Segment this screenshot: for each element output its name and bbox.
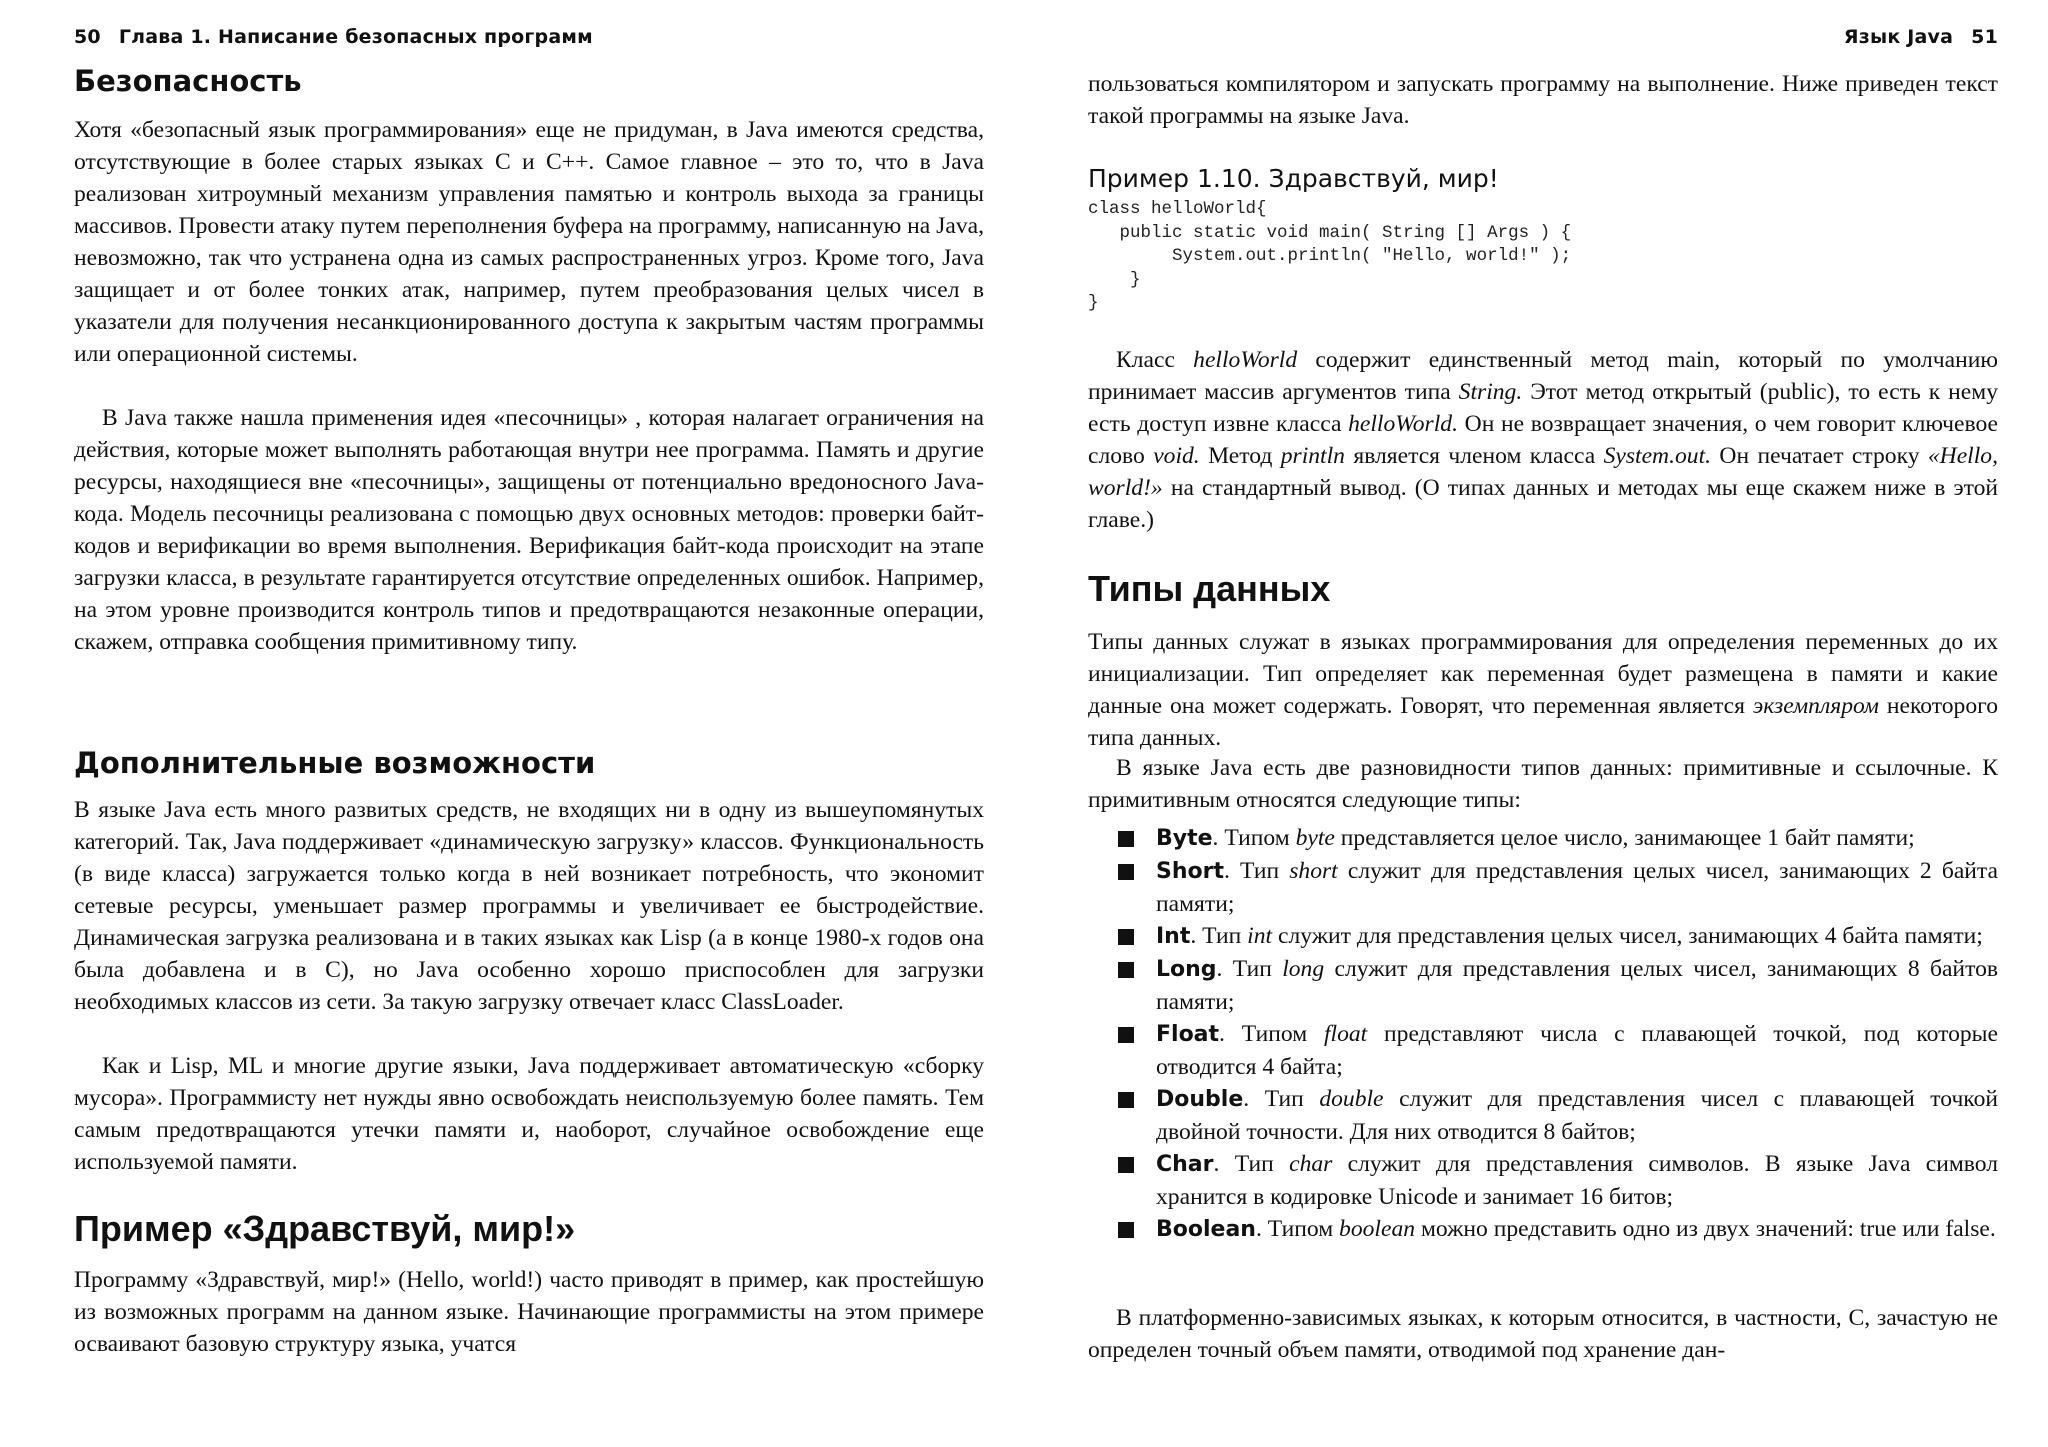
italic-run: boolean <box>1339 1216 1416 1242</box>
type-name: Float <box>1156 1022 1220 1047</box>
extra-paragraph-1: В языке Java есть много развитых средств, не входящих ни в одну из вышеупомянутых категорий. Так, Java поддерживает «динамическую загрузку» классов. Функциональность (в виде класса) загружается только когда в ней возникает потребность, что экономит сетевые ресурсы, уменьшает размер программы и увеличивает ее быстродействие. Динамическая загрузка реализована и в таких языках как Lisp (а в конце 1980-х годов она была добавлена и в C), но Java особенно хорошо приспособлен для загрузки необходимых классов из сети. За такую загрузку отвечает класс ClassLoader. <box>74 797 984 1015</box>
text-run: можно представить одно из двух значений: true или false. <box>1415 1216 1996 1242</box>
text-run: Типы данных служат в языках программирования для определения переменных до их инициализации. Тип определяет как переменная будет размещена в памяти и какие данные она может содержать. Говорят, что переменная является <box>1088 629 1998 719</box>
text-run: служит для представления целых чисел, занимающих 8 байтов памяти; <box>1156 956 1998 1015</box>
text-run: служит для представления символов. В языке Java символ хранится в кодировке Unicode и занимает 16 битов; <box>1156 1151 1999 1210</box>
text-run: . Тип <box>1216 956 1283 982</box>
text-run: на стандартный вывод. (О типах данных и методах мы еще скажем ниже в этой главе.) <box>1088 475 1998 533</box>
chapter-title: Глава 1. Написание безопасных программ <box>118 26 593 48</box>
italic-run: byte <box>1295 825 1335 851</box>
bullet-square-icon <box>1118 962 1134 978</box>
class-paragraph <box>1088 344 1998 536</box>
list-item <box>1118 1213 1998 1246</box>
list-item <box>1118 953 1998 1018</box>
bullet-square-icon <box>1118 929 1134 945</box>
extra-features-heading: Дополнительные возможности <box>74 746 596 780</box>
hello-paragraph-1: Программу «Здравствуй, мир!» (Hello, world!) часто приводят в пример, как простейшую из возможных программ на данном языке. Начинающие программисты на этом примере осваивают базовую структуру языка, учатся <box>74 1267 984 1357</box>
continued-paragraph: пользоваться компилятором и запускать программу на выполнение. Ниже приведен текст такой программы на языке Java. <box>1088 71 1998 129</box>
security-paragraph-2: В Java также нашла применения идея «песочницы» , которая налагает ограничения на действия, которые может выполнять работающая внутри нее программа. Память и другие ресурсы, находящиеся вне «песочницы», защищены от потенциально вредоносного Java-кода. Модель песочницы реализована с помощью двух основных методов: проверки байт-кодов и верификации во время выполнения. Верификация байт-кода происходит на этапе загрузки класса, в результате гарантируется отсутствие определенных ошибок. Например, на этом уровне производится контроль типов и предотвращаются незаконные операции, скажем, отправка сообщения примитивному типу. <box>74 405 984 655</box>
bullet-square-icon <box>1118 1222 1134 1238</box>
text-run: . Тип <box>1190 923 1248 949</box>
italic-run: short <box>1289 858 1338 884</box>
example-caption <box>1088 164 1499 193</box>
types-paragraph-1 <box>1088 626 1998 754</box>
type-name: Int <box>1156 924 1191 949</box>
italic-run: println <box>1280 443 1345 469</box>
text-run: . Тип <box>1224 858 1290 884</box>
list-item <box>1118 1148 1998 1213</box>
example-label: Пример 1.10. <box>1088 164 1261 193</box>
italic-run: double <box>1319 1086 1384 1112</box>
italic-run: System.out. <box>1603 443 1712 469</box>
list-item <box>1118 920 1998 953</box>
bullet-square-icon <box>1118 864 1134 880</box>
text-run: Он печатает строку <box>1711 443 1928 469</box>
text-run: представляется целое число, занимающее 1 байт памяти; <box>1334 825 1915 851</box>
bullet-square-icon <box>1118 1027 1134 1043</box>
text-run: служит для представления целых чисел, занимающих 2 байта памяти; <box>1156 858 1998 917</box>
text-run: служит для представления целых чисел, занимающих 4 байта памяти; <box>1272 923 1983 949</box>
italic-run: String. <box>1458 379 1523 405</box>
code-listing: class helloWorld{ public static void main( String [] Args ) { System.out.println( "Hello, world!" ); } } <box>1088 199 1572 313</box>
text-run: . Типом <box>1255 1216 1340 1242</box>
data-types-heading: Типы данных <box>1088 568 1331 609</box>
italic-run: void. <box>1153 443 1200 469</box>
primitive-types-list <box>1118 822 1998 1246</box>
type-name: Byte <box>1156 826 1213 851</box>
types-paragraph-2: В языке Java есть две разновидности типов данных: примитивные и ссылочные. К примитивным относятся следующие типы: <box>1088 755 1998 813</box>
italic-run: long <box>1282 956 1325 982</box>
section-title: Язык Java <box>1843 26 1954 48</box>
text-run: . Типом <box>1212 825 1296 851</box>
text-run: некоторого типа данных. <box>1088 693 1998 751</box>
type-name: Double <box>1156 1087 1244 1112</box>
list-item <box>1118 1083 1998 1148</box>
types-paragraph-3: В платформенно-зависимых языках, к которым относится, в частности, C, зачастую не определен точный объем памяти, отводимой под хранение дан- <box>1088 1305 1998 1363</box>
bullet-square-icon <box>1118 1092 1134 1108</box>
text-run: является членом класса <box>1344 443 1604 469</box>
list-item <box>1118 1018 1998 1083</box>
text-run: представляют числа с плавающей точкой, под которые отводится 4 байта; <box>1156 1021 1998 1080</box>
list-item <box>1118 855 1998 920</box>
text-run: Он не возвращает значения, о чем говорит ключевое слово <box>1088 411 1999 469</box>
hello-world-heading: Пример «Здравствуй, мир!» <box>74 1208 576 1249</box>
extra-paragraph-2: Как и Lisp, ML и многие другие языки, Java поддерживает автоматическую «сборку мусора». Программисту нет нужды явно освобождать неиспользуемую более память. Тем самым предотвращаются утечки памяти и, наоборот, случайное освобождение еще используемой памяти. <box>74 1053 984 1175</box>
text-run: Этот метод открытый (public), то есть к нему есть доступ извне класса <box>1088 379 1998 437</box>
right-page <box>1088 0 1998 1447</box>
text-run: содержит единственный метод main, который по умолчанию принимает массив аргументов типа <box>1088 347 1998 405</box>
left-page-number: 50 <box>74 26 101 48</box>
bullet-square-icon <box>1118 1157 1134 1173</box>
type-name: Char <box>1156 1152 1214 1177</box>
text-run: Метод <box>1199 443 1281 469</box>
italic-run: helloWorld. <box>1348 411 1458 437</box>
italic-run: «Hello, world!» <box>1088 443 1998 501</box>
italic-run: char <box>1289 1151 1333 1177</box>
bullet-square-icon <box>1118 831 1134 847</box>
text-run: . Типом <box>1219 1021 1324 1047</box>
right-page-number: 51 <box>1971 26 1998 48</box>
type-name: Short <box>1156 859 1224 884</box>
italic-run: helloWorld <box>1193 347 1298 373</box>
left-page <box>74 0 984 1447</box>
list-item <box>1118 822 1998 855</box>
example-title: Здравствуй, мир! <box>1268 164 1499 193</box>
italic-run: int <box>1247 923 1273 949</box>
text-run: Класс <box>1116 347 1194 373</box>
italic-run: экземпляром <box>1752 693 1879 719</box>
text-run: . Тип <box>1243 1086 1320 1112</box>
type-name: Boolean <box>1156 1217 1256 1242</box>
text-run: . Тип <box>1213 1151 1290 1177</box>
italic-run: float <box>1323 1021 1368 1047</box>
type-name: Long <box>1156 957 1217 982</box>
security-heading: Безопасность <box>74 64 302 98</box>
security-paragraph-1: Хотя «безопасный язык программирования» еще не придуман, в Java имеются средства, отсутствующие в более старых языках C и C++. Самое главное – это то, что в Java реализован хитроумный механизм управления памятью и контроль выхода за границы массивов. Провести атаку путем переполнения буфера на программу, написанную на Java, невозможно, так что устранена одна из самых распространенных угроз. Кроме того, Java защищает и от более тонких атак, например, путем преобразования целых чисел в указатели для получения несанкционированного доступа к закрытым частям программы или операционной системы. <box>74 117 984 367</box>
text-run: служит для представления чисел с плавающей точкой двойной точности. Для них отводится 8 байтов; <box>1156 1086 1998 1145</box>
